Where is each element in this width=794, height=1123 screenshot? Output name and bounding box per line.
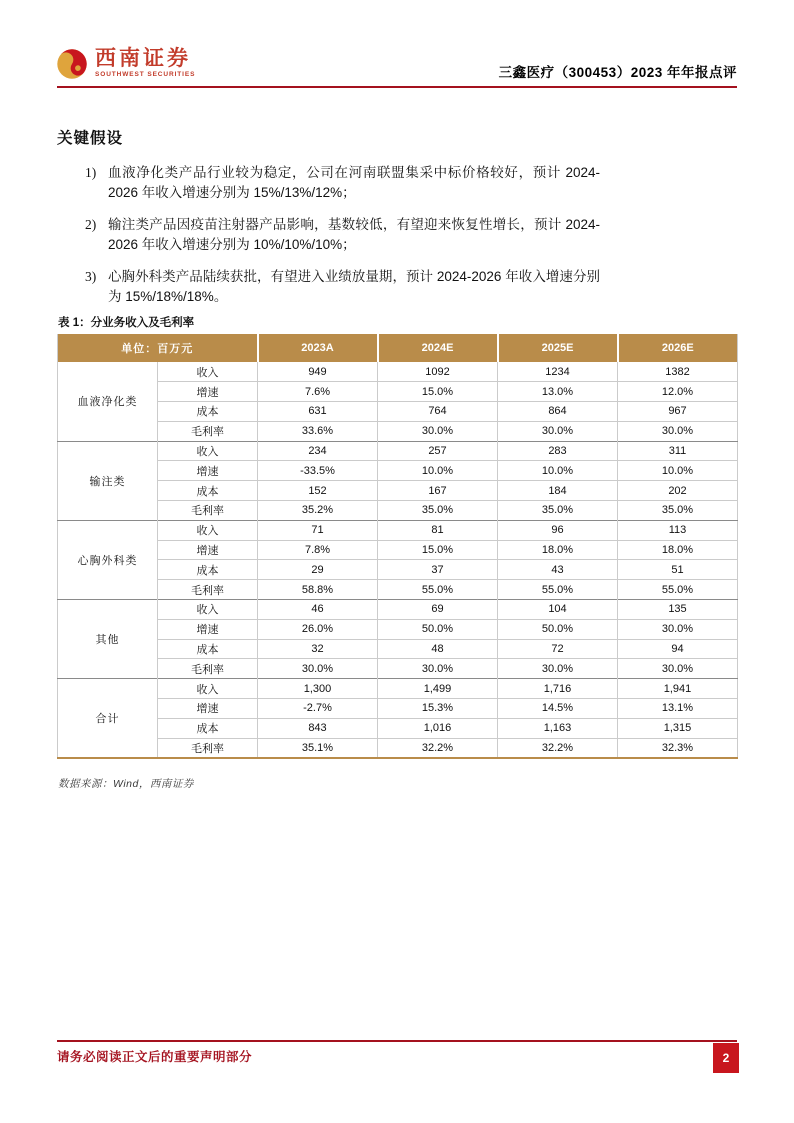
cell-value: 46 xyxy=(258,600,378,620)
assumption-item xyxy=(85,267,605,307)
cell-value: 26.0% xyxy=(258,619,378,639)
cell-value: 949 xyxy=(258,362,378,382)
cell-value: 37 xyxy=(378,560,498,580)
cell-value: 15.0% xyxy=(378,540,498,560)
cell-value: 1,163 xyxy=(498,718,618,738)
cell-value: 55.0% xyxy=(618,580,738,600)
cell-value: 32.2% xyxy=(498,738,618,758)
metric-label: 成本 xyxy=(158,639,258,659)
cell-value: 7.6% xyxy=(258,382,378,402)
logo-cn-text: 西南证券 xyxy=(95,46,191,70)
item-number: 2) xyxy=(85,217,97,232)
cell-value: 32 xyxy=(258,639,378,659)
cell-value: 69 xyxy=(378,600,498,620)
cell-value: 35.0% xyxy=(618,501,738,521)
cell-value: 48 xyxy=(378,639,498,659)
group-label: 其他 xyxy=(58,600,158,679)
table-row xyxy=(58,600,738,620)
cell-value: 58.8% xyxy=(258,580,378,600)
cell-value: 32.2% xyxy=(378,738,498,758)
metric-label: 增速 xyxy=(158,540,258,560)
logo-swirl-icon xyxy=(57,49,87,79)
cell-value: 30.0% xyxy=(378,659,498,679)
metric-label: 毛利率 xyxy=(158,501,258,521)
year-header-2024e: 2024E xyxy=(378,334,498,362)
assumptions-list xyxy=(85,163,605,319)
cell-value: 43 xyxy=(498,560,618,580)
table-row xyxy=(58,402,738,422)
item-text: 心胸外科类产品陆续获批，有望进入业绩放量期，预计 2024-2026 年收入增速分别为 15%/18%/18%。 xyxy=(108,269,601,304)
assumption-item xyxy=(85,163,605,203)
cell-value: 864 xyxy=(498,402,618,422)
logo xyxy=(57,46,195,79)
cell-value: 35.0% xyxy=(378,501,498,521)
cell-value: 311 xyxy=(618,441,738,461)
cell-value: 55.0% xyxy=(498,580,618,600)
cell-value: 167 xyxy=(378,481,498,501)
cell-value: 1,716 xyxy=(498,679,618,699)
header-rule xyxy=(57,86,737,88)
table-row xyxy=(58,639,738,659)
report-title: 三鑫医疗（300453）2023 年年报点评 xyxy=(498,65,737,80)
table-row xyxy=(58,481,738,501)
item-number: 3) xyxy=(85,269,97,284)
cell-value: 234 xyxy=(258,441,378,461)
cell-value: 1,300 xyxy=(258,679,378,699)
cell-value: 152 xyxy=(258,481,378,501)
metric-label: 毛利率 xyxy=(158,738,258,758)
cell-value: 764 xyxy=(378,402,498,422)
table-row xyxy=(58,540,738,560)
cell-value: 50.0% xyxy=(498,619,618,639)
cell-value: 35.1% xyxy=(258,738,378,758)
cell-value: 30.0% xyxy=(618,659,738,679)
metric-label: 成本 xyxy=(158,402,258,422)
cell-value: 1,941 xyxy=(618,679,738,699)
table-header-row xyxy=(58,334,738,362)
table-row xyxy=(58,421,738,441)
table-row xyxy=(58,382,738,402)
metric-label: 收入 xyxy=(158,520,258,540)
cell-value: 51 xyxy=(618,560,738,580)
table-row xyxy=(58,441,738,461)
group-label: 合计 xyxy=(58,679,158,758)
metric-label: 毛利率 xyxy=(158,421,258,441)
table-row xyxy=(58,699,738,719)
year-header-2025e: 2025E xyxy=(498,334,618,362)
cell-value: 72 xyxy=(498,639,618,659)
cell-value: 18.0% xyxy=(618,540,738,560)
metric-label: 增速 xyxy=(158,382,258,402)
metric-label: 增速 xyxy=(158,619,258,639)
metric-label: 收入 xyxy=(158,600,258,620)
table-row xyxy=(58,619,738,639)
cell-value: 30.0% xyxy=(378,421,498,441)
metric-label: 毛利率 xyxy=(158,580,258,600)
group-label: 心胸外科类 xyxy=(58,520,158,599)
table-row xyxy=(58,501,738,521)
cell-value: 55.0% xyxy=(378,580,498,600)
metric-label: 增速 xyxy=(158,699,258,719)
cell-value: 104 xyxy=(498,600,618,620)
table-row xyxy=(58,461,738,481)
cell-value: 184 xyxy=(498,481,618,501)
cell-value: 135 xyxy=(618,600,738,620)
page-number-badge: 2 xyxy=(713,1043,739,1073)
group-label: 输注类 xyxy=(58,441,158,520)
footer-disclaimer: 请务必阅读正文后的重要声明部分 xyxy=(57,1050,253,1064)
table-row xyxy=(58,362,738,382)
cell-value: 30.0% xyxy=(498,659,618,679)
cell-value: -2.7% xyxy=(258,699,378,719)
cell-value: 35.2% xyxy=(258,501,378,521)
cell-value: 30.0% xyxy=(258,659,378,679)
metric-label: 成本 xyxy=(158,481,258,501)
item-text: 输注类产品因疫苗注射器产品影响，基数较低，有望迎来恢复性增长，预计 2024-2026 年收入增速分别为 10%/10%/10%； xyxy=(108,217,601,252)
cell-value: 71 xyxy=(258,520,378,540)
cell-value: 10.0% xyxy=(378,461,498,481)
cell-value: 30.0% xyxy=(618,619,738,639)
cell-value: 1,016 xyxy=(378,718,498,738)
metric-label: 增速 xyxy=(158,461,258,481)
cell-value: 13.0% xyxy=(498,382,618,402)
table-row xyxy=(58,659,738,679)
cell-value: 283 xyxy=(498,441,618,461)
cell-value: 1382 xyxy=(618,362,738,382)
cell-value: 14.5% xyxy=(498,699,618,719)
cell-value: 15.3% xyxy=(378,699,498,719)
metric-label: 收入 xyxy=(158,679,258,699)
metric-label: 收入 xyxy=(158,441,258,461)
table-row xyxy=(58,679,738,699)
assumption-item xyxy=(85,215,605,255)
table-caption: 表 1：分业务收入及毛利率 xyxy=(58,317,195,329)
metric-label: 毛利率 xyxy=(158,659,258,679)
cell-value: 967 xyxy=(618,402,738,422)
cell-value: 35.0% xyxy=(498,501,618,521)
cell-value: 30.0% xyxy=(498,421,618,441)
cell-value: 50.0% xyxy=(378,619,498,639)
table-row xyxy=(58,738,738,758)
table-row xyxy=(58,718,738,738)
cell-value: 81 xyxy=(378,520,498,540)
cell-value: 10.0% xyxy=(498,461,618,481)
logo-text xyxy=(95,46,195,78)
cell-value: 29 xyxy=(258,560,378,580)
table-row xyxy=(58,580,738,600)
table-unit-header: 单位：百万元 xyxy=(58,334,258,362)
cell-value: 1092 xyxy=(378,362,498,382)
cell-value: 631 xyxy=(258,402,378,422)
section-title: 关键假设 xyxy=(57,130,124,147)
cell-value: 10.0% xyxy=(618,461,738,481)
data-source-note: 数据来源：Wind，西南证券 xyxy=(58,778,194,790)
item-text: 血液净化类产品行业较为稳定，公司在河南联盟集采中标价格较好，预计 2024-2026 年收入增速分别为 15%/13%/12%； xyxy=(108,165,600,200)
metric-label: 成本 xyxy=(158,560,258,580)
cell-value: -33.5% xyxy=(258,461,378,481)
item-number: 1) xyxy=(85,165,97,180)
cell-value: 7.8% xyxy=(258,540,378,560)
cell-value: 96 xyxy=(498,520,618,540)
cell-value: 32.3% xyxy=(618,738,738,758)
cell-value: 843 xyxy=(258,718,378,738)
cell-value: 15.0% xyxy=(378,382,498,402)
cell-value: 12.0% xyxy=(618,382,738,402)
cell-value: 1,499 xyxy=(378,679,498,699)
year-header-2023a: 2023A xyxy=(258,334,378,362)
cell-value: 30.0% xyxy=(618,421,738,441)
group-label: 血液净化类 xyxy=(77,396,138,409)
table-row xyxy=(58,560,738,580)
cell-value: 202 xyxy=(618,481,738,501)
cell-value: 94 xyxy=(618,639,738,659)
table-row xyxy=(58,520,738,540)
cell-value: 33.6% xyxy=(258,421,378,441)
logo-en-text: SOUTHWEST SECURITIES xyxy=(95,71,196,78)
cell-value: 113 xyxy=(618,520,738,540)
year-header-2026e: 2026E xyxy=(618,334,738,362)
metric-label: 收入 xyxy=(158,362,258,382)
metric-label: 成本 xyxy=(158,718,258,738)
footer-rule xyxy=(57,1040,737,1042)
cell-value: 257 xyxy=(378,441,498,461)
cell-value: 1,315 xyxy=(618,718,738,738)
cell-value: 1234 xyxy=(498,362,618,382)
cell-value: 18.0% xyxy=(498,540,618,560)
segment-revenue-table xyxy=(57,334,738,759)
cell-value: 13.1% xyxy=(618,699,738,719)
